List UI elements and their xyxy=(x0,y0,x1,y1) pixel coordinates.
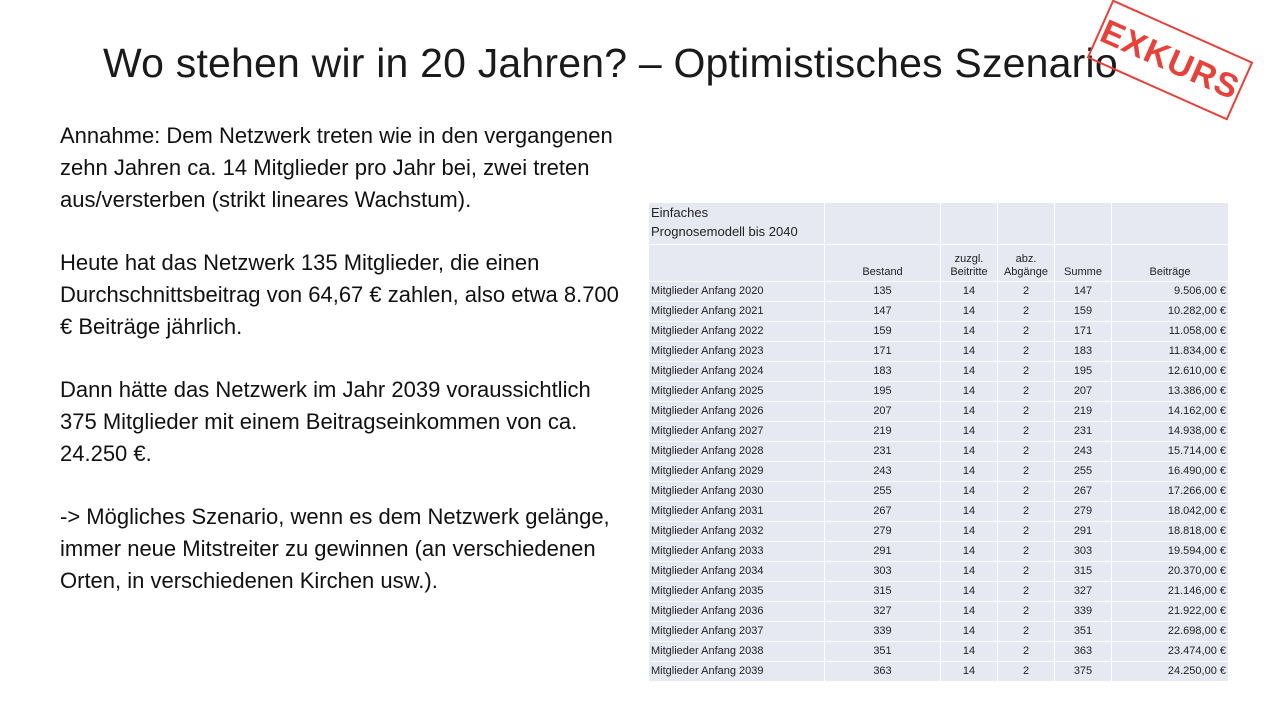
row-label: Mitglieder Anfang 2027 xyxy=(649,422,825,442)
summe-cell: 267 xyxy=(1055,482,1112,502)
forecast-table xyxy=(648,202,1229,682)
beitraege-cell: 24.250,00 € xyxy=(1112,662,1229,682)
empty-cell xyxy=(825,203,941,245)
row-label: Mitglieder Anfang 2024 xyxy=(649,362,825,382)
beitritte-cell: 14 xyxy=(941,362,998,382)
bestand-cell: 159 xyxy=(825,322,941,342)
row-label: Mitglieder Anfang 2035 xyxy=(649,582,825,602)
abgaenge-cell: 2 xyxy=(998,502,1055,522)
table-row xyxy=(649,322,1229,342)
row-label: Mitglieder Anfang 2034 xyxy=(649,562,825,582)
body-text xyxy=(60,120,630,628)
table-row xyxy=(649,662,1229,682)
bestand-cell: 279 xyxy=(825,522,941,542)
abgaenge-cell: 2 xyxy=(998,462,1055,482)
row-label: Mitglieder Anfang 2039 xyxy=(649,662,825,682)
row-label: Mitglieder Anfang 2025 xyxy=(649,382,825,402)
header-abgaenge-line-1: abz. xyxy=(1015,253,1037,265)
summe-cell: 315 xyxy=(1055,562,1112,582)
summe-cell: 207 xyxy=(1055,382,1112,402)
table-title-line-2: Prognosemodell bis 2040 xyxy=(651,224,798,239)
abgaenge-cell: 2 xyxy=(998,302,1055,322)
row-label: Mitglieder Anfang 2030 xyxy=(649,482,825,502)
summe-cell: 303 xyxy=(1055,542,1112,562)
beitraege-cell: 21.922,00 € xyxy=(1112,602,1229,622)
bestand-cell: 351 xyxy=(825,642,941,662)
table-row xyxy=(649,442,1229,462)
bestand-cell: 363 xyxy=(825,662,941,682)
scenario-paragraph: -> Mögliches Szenario, wenn es dem Netzwerk gelänge, immer neue Mitstreiter zu gewinnen (an verschiedenen Orten, in verschiedenen Kirchen usw.). xyxy=(60,504,610,593)
bestand-cell: 183 xyxy=(825,362,941,382)
beitritte-cell: 14 xyxy=(941,522,998,542)
abgaenge-cell: 2 xyxy=(998,622,1055,642)
summe-cell: 243 xyxy=(1055,442,1112,462)
beitraege-cell: 9.506,00 € xyxy=(1112,282,1229,302)
table-row xyxy=(649,302,1229,322)
summe-cell: 375 xyxy=(1055,662,1112,682)
header-abgaenge xyxy=(998,245,1055,282)
beitraege-cell: 18.042,00 € xyxy=(1112,502,1229,522)
row-label: Mitglieder Anfang 2037 xyxy=(649,622,825,642)
empty-header-cell xyxy=(649,245,825,282)
bestand-cell: 171 xyxy=(825,342,941,362)
abgaenge-cell: 2 xyxy=(998,602,1055,622)
table-row xyxy=(649,422,1229,442)
row-label: Mitglieder Anfang 2022 xyxy=(649,322,825,342)
summe-cell: 351 xyxy=(1055,622,1112,642)
beitritte-cell: 14 xyxy=(941,622,998,642)
bestand-cell: 231 xyxy=(825,442,941,462)
abgaenge-cell: 2 xyxy=(998,662,1055,682)
exkurs-stamp-label: EXKURS xyxy=(1095,12,1246,107)
row-label: Mitglieder Anfang 2020 xyxy=(649,282,825,302)
table-title-cell xyxy=(649,203,825,245)
summe-cell: 363 xyxy=(1055,642,1112,662)
beitritte-cell: 14 xyxy=(941,382,998,402)
bestand-cell: 315 xyxy=(825,582,941,602)
table-row xyxy=(649,382,1229,402)
beitraege-cell: 12.610,00 € xyxy=(1112,362,1229,382)
abgaenge-cell: 2 xyxy=(998,282,1055,302)
table-row xyxy=(649,582,1229,602)
beitraege-cell: 17.266,00 € xyxy=(1112,482,1229,502)
summe-cell: 279 xyxy=(1055,502,1112,522)
table-row xyxy=(649,502,1229,522)
abgaenge-cell: 2 xyxy=(998,582,1055,602)
beitraege-cell: 18.818,00 € xyxy=(1112,522,1229,542)
forecast-paragraph: Dann hätte das Netzwerk im Jahr 2039 voraussichtlich 375 Mitglieder mit einem Beitragseinkommen von ca. 24.250 €. xyxy=(60,377,591,466)
beitraege-cell: 20.370,00 € xyxy=(1112,562,1229,582)
table-row xyxy=(649,542,1229,562)
table-row xyxy=(649,342,1229,362)
beitritte-cell: 14 xyxy=(941,322,998,342)
abgaenge-cell: 2 xyxy=(998,322,1055,342)
summe-cell: 183 xyxy=(1055,342,1112,362)
bestand-cell: 219 xyxy=(825,422,941,442)
abgaenge-cell: 2 xyxy=(998,562,1055,582)
table-title-row xyxy=(649,203,1229,245)
row-label: Mitglieder Anfang 2031 xyxy=(649,502,825,522)
beitraege-cell: 11.834,00 € xyxy=(1112,342,1229,362)
abgaenge-cell: 2 xyxy=(998,642,1055,662)
bestand-cell: 291 xyxy=(825,542,941,562)
assumption-paragraph: Annahme: Dem Netzwerk treten wie in den vergangenen zehn Jahren ca. 14 Mitglieder pro Jahr bei, zwei treten aus/versterben (strikt lineares Wachstum). xyxy=(60,123,613,212)
summe-cell: 171 xyxy=(1055,322,1112,342)
table-row xyxy=(649,402,1229,422)
summe-cell: 339 xyxy=(1055,602,1112,622)
abgaenge-cell: 2 xyxy=(998,342,1055,362)
header-bestand: Bestand xyxy=(825,245,941,282)
bestand-cell: 135 xyxy=(825,282,941,302)
summe-cell: 231 xyxy=(1055,422,1112,442)
header-beitritte-line-1: zuzgl. xyxy=(954,253,984,265)
beitritte-cell: 14 xyxy=(941,302,998,322)
beitraege-cell: 13.386,00 € xyxy=(1112,382,1229,402)
bestand-cell: 147 xyxy=(825,302,941,322)
row-label: Mitglieder Anfang 2021 xyxy=(649,302,825,322)
table-header-row xyxy=(649,245,1229,282)
table-row xyxy=(649,362,1229,382)
summe-cell: 195 xyxy=(1055,362,1112,382)
abgaenge-cell: 2 xyxy=(998,362,1055,382)
beitritte-cell: 14 xyxy=(941,482,998,502)
bestand-cell: 339 xyxy=(825,622,941,642)
beitritte-cell: 14 xyxy=(941,542,998,562)
summe-cell: 255 xyxy=(1055,462,1112,482)
row-label: Mitglieder Anfang 2036 xyxy=(649,602,825,622)
bestand-cell: 243 xyxy=(825,462,941,482)
row-label: Mitglieder Anfang 2023 xyxy=(649,342,825,362)
table-row xyxy=(649,462,1229,482)
beitraege-cell: 11.058,00 € xyxy=(1112,322,1229,342)
bestand-cell: 267 xyxy=(825,502,941,522)
beitritte-cell: 14 xyxy=(941,582,998,602)
beitraege-cell: 19.594,00 € xyxy=(1112,542,1229,562)
row-label: Mitglieder Anfang 2033 xyxy=(649,542,825,562)
empty-cell xyxy=(1055,203,1112,245)
table-row xyxy=(649,282,1229,302)
summe-cell: 291 xyxy=(1055,522,1112,542)
table-row xyxy=(649,522,1229,542)
slide-title: Wo stehen wir in 20 Jahren? – Optimistisches Szenario xyxy=(103,40,1118,86)
table-row xyxy=(649,622,1229,642)
row-label: Mitglieder Anfang 2032 xyxy=(649,522,825,542)
beitritte-cell: 14 xyxy=(941,342,998,362)
empty-cell xyxy=(1112,203,1229,245)
beitritte-cell: 14 xyxy=(941,402,998,422)
bestand-cell: 303 xyxy=(825,562,941,582)
row-label: Mitglieder Anfang 2038 xyxy=(649,642,825,662)
beitritte-cell: 14 xyxy=(941,462,998,482)
beitritte-cell: 14 xyxy=(941,662,998,682)
row-label: Mitglieder Anfang 2026 xyxy=(649,402,825,422)
summe-cell: 219 xyxy=(1055,402,1112,422)
abgaenge-cell: 2 xyxy=(998,422,1055,442)
beitraege-cell: 15.714,00 € xyxy=(1112,442,1229,462)
beitraege-cell: 22.698,00 € xyxy=(1112,622,1229,642)
beitraege-cell: 21.146,00 € xyxy=(1112,582,1229,602)
beitritte-cell: 14 xyxy=(941,502,998,522)
summe-cell: 327 xyxy=(1055,582,1112,602)
bestand-cell: 195 xyxy=(825,382,941,402)
row-label: Mitglieder Anfang 2028 xyxy=(649,442,825,462)
header-beitritte xyxy=(941,245,998,282)
summe-cell: 147 xyxy=(1055,282,1112,302)
beitritte-cell: 14 xyxy=(941,562,998,582)
beitritte-cell: 14 xyxy=(941,602,998,622)
empty-cell xyxy=(998,203,1055,245)
beitraege-cell: 16.490,00 € xyxy=(1112,462,1229,482)
current-status-paragraph: Heute hat das Netzwerk 135 Mitglieder, die einen Durchschnittsbeitrag von 64,67 € zahlen, also etwa 8.700 € Beiträge jährlich. xyxy=(60,250,619,339)
abgaenge-cell: 2 xyxy=(998,442,1055,462)
table-title-line-1: Einfaches xyxy=(651,205,709,220)
header-summe: Summe xyxy=(1055,245,1112,282)
bestand-cell: 327 xyxy=(825,602,941,622)
abgaenge-cell: 2 xyxy=(998,482,1055,502)
forecast-table-container xyxy=(648,202,1229,682)
table-row xyxy=(649,602,1229,622)
table-row xyxy=(649,642,1229,662)
beitraege-cell: 10.282,00 € xyxy=(1112,302,1229,322)
empty-cell xyxy=(941,203,998,245)
beitritte-cell: 14 xyxy=(941,442,998,462)
table-row xyxy=(649,562,1229,582)
row-label: Mitglieder Anfang 2029 xyxy=(649,462,825,482)
header-beitritte-line-2: Beitritte xyxy=(950,266,988,278)
beitritte-cell: 14 xyxy=(941,642,998,662)
table-row xyxy=(649,482,1229,502)
abgaenge-cell: 2 xyxy=(998,382,1055,402)
header-beitraege: Beiträge xyxy=(1112,245,1229,282)
beitraege-cell: 14.938,00 € xyxy=(1112,422,1229,442)
beitraege-cell: 14.162,00 € xyxy=(1112,402,1229,422)
beitritte-cell: 14 xyxy=(941,422,998,442)
beitraege-cell: 23.474,00 € xyxy=(1112,642,1229,662)
header-abgaenge-line-2: Abgänge xyxy=(1003,266,1049,278)
bestand-cell: 207 xyxy=(825,402,941,422)
abgaenge-cell: 2 xyxy=(998,402,1055,422)
bestand-cell: 255 xyxy=(825,482,941,502)
beitritte-cell: 14 xyxy=(941,282,998,302)
summe-cell: 159 xyxy=(1055,302,1112,322)
exkurs-stamp xyxy=(1087,0,1254,121)
abgaenge-cell: 2 xyxy=(998,542,1055,562)
abgaenge-cell: 2 xyxy=(998,522,1055,542)
